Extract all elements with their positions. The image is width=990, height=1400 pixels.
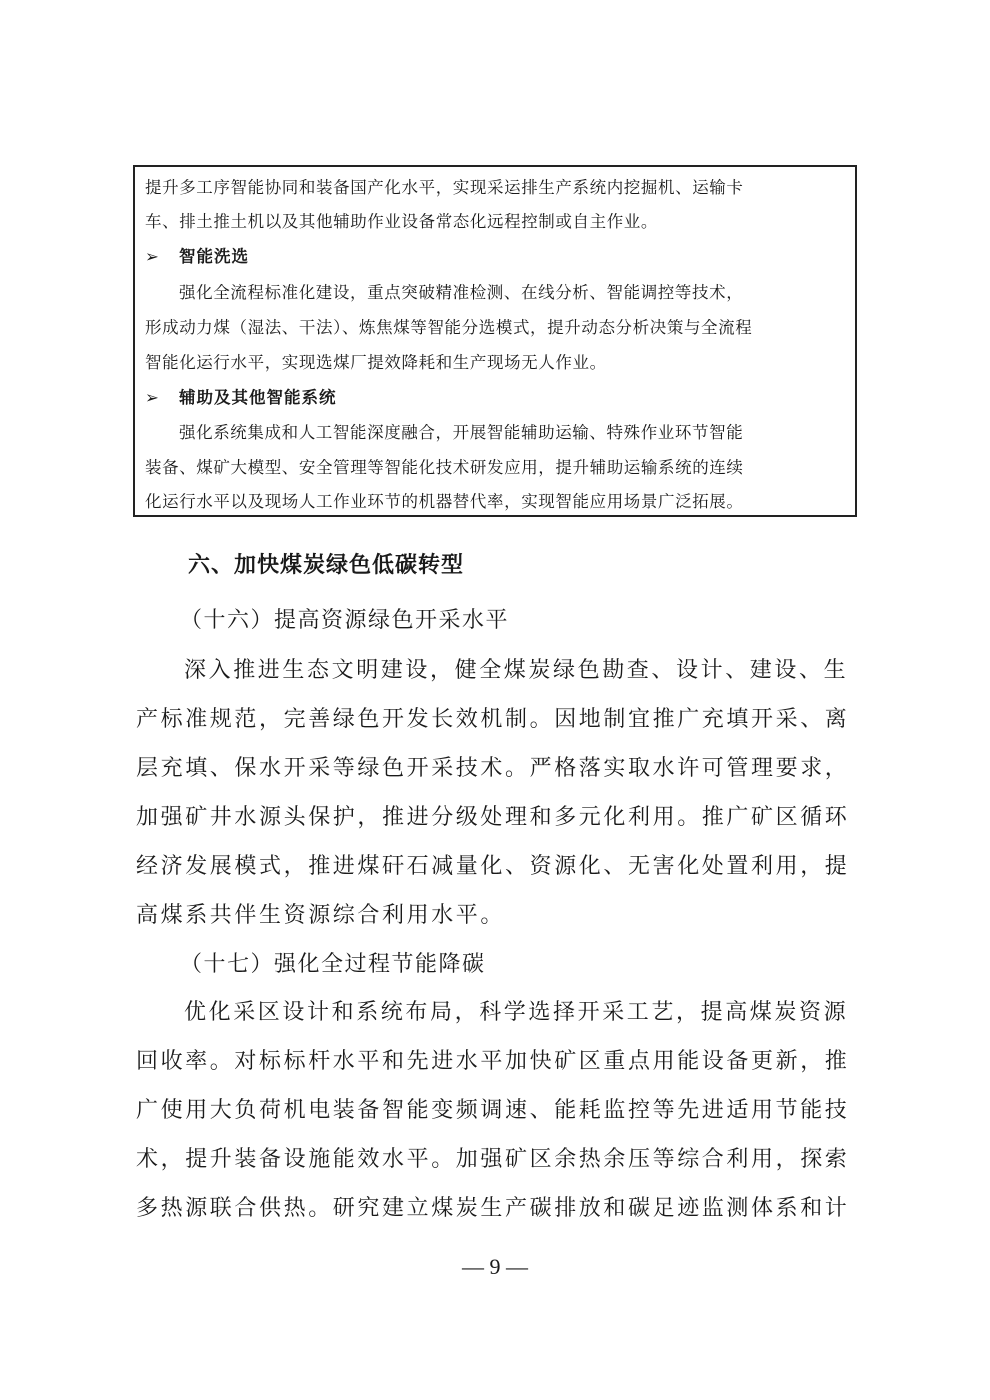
paragraph-line: 加强矿井水源头保护，推进分级处理和多元化利用。推广矿区循环 <box>136 805 850 830</box>
subsection-heading: （十六）提高资源绿色开采水平 <box>180 608 510 633</box>
box-line: 装备、煤矿大模型、安全管理等智能化技术研发应用，提升辅助运输系统的连续 <box>145 458 744 477</box>
paragraph-line: 优化采区设计和系统布局，科学选择开采工艺，提高煤炭资源 <box>184 1000 849 1025</box>
paragraph-line: 回收率。对标标杆水平和先进水平加快矿区重点用能设备更新，推 <box>136 1049 850 1074</box>
subsection-heading: （十七）强化全过程节能降碳 <box>180 952 486 977</box>
box-line: 化运行水平以及现场人工作业环节的机器替代率，实现智能应用场景广泛拓展。 <box>145 492 744 511</box>
box-line: 强化系统集成和人工智能深度融合，开展智能辅助运输、特殊作业环节智能 <box>179 423 744 442</box>
box-line: 提升多工序智能协同和装备国产化水平，实现采运排生产系统内挖掘机、运输卡 <box>145 178 744 197</box>
arrow-bullet-icon: ➢ <box>145 388 160 407</box>
paragraph-line: 深入推进生态文明建设，健全煤炭绿色勘查、设计、建设、生 <box>184 658 849 683</box>
box-line: 强化全流程标准化建设，重点突破精准检测、在线分析、智能调控等技术， <box>179 283 744 302</box>
page-number: — 9 — <box>462 1254 528 1279</box>
arrow-bullet-icon: ➢ <box>145 247 160 266</box>
paragraph-line: 产标准规范，完善绿色开发长效机制。因地制宜推广充填开采、离 <box>136 707 850 732</box>
bullet-label: 智能洗选 <box>179 247 249 266</box>
bullet-item <box>145 246 249 268</box>
box-line: 形成动力煤（湿法、干法）、炼焦煤等智能分选模式，提升动态分析决策与全流程 <box>145 318 753 337</box>
paragraph-line: 广使用大负荷机电装备智能变频调速、能耗监控等先进适用节能技 <box>136 1098 850 1123</box>
paragraph-line: 多热源联合供热。研究建立煤炭生产碳排放和碳足迹监测体系和计 <box>136 1196 850 1221</box>
box-line: 智能化运行水平，实现选煤厂提效降耗和生产现场无人作业。 <box>145 353 607 372</box>
section-heading: 六、加快煤炭绿色低碳转型 <box>188 553 465 578</box>
paragraph-line: 经济发展模式，推进煤矸石减量化、资源化、无害化处置利用，提 <box>136 854 850 879</box>
paragraph-line: 高煤系共伴生资源综合利用水平。 <box>136 903 506 928</box>
text-box <box>133 165 857 517</box>
bullet-label: 辅助及其他智能系统 <box>179 388 337 407</box>
paragraph-line: 层充填、保水开采等绿色开采技术。严格落实取水许可管理要求， <box>136 756 850 781</box>
paragraph-line: 术，提升装备设施能效水平。加强矿区余热余压等综合利用，探索 <box>136 1147 850 1172</box>
box-line: 车、排土推土机以及其他辅助作业设备常态化远程控制或自主作业。 <box>145 212 658 231</box>
bullet-item <box>145 387 337 409</box>
